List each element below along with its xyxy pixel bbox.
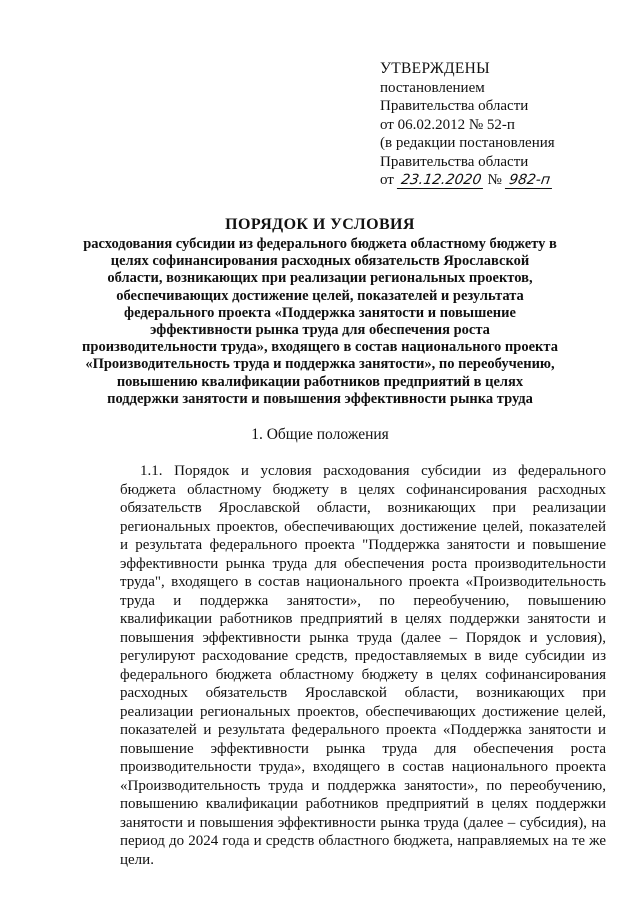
approval-heading: УТВЕРЖДЕНЫ: [380, 60, 490, 77]
paragraph-1-1: 1.1. Порядок и условия расходования субсидии из федерального бюджета областному бюджету в целях софинансирования расходных обязательств Ярославской области, возникающих при реализации региональных проектов, обеспечивающих достижение целей, показателей и результата федерального проекта "Поддержка занятости и повышение эффективности рынка труда для обеспечения роста производительности труда", входящего в состав национального проекта «Производительность труда и поддержка занятости», по переобучению, повышению квалификации работников предприятий в целях поддержки занятости и повышения эффективности рынка труда (далее – Порядок и условия), регулируют расходование средств, предоставляемых в виде субсидии из федерального бюджета областному бюджету в целях софинансирования расходных обязательств Ярославской области, возникающих при реализации региональных проектов, обеспечивающих достижение целей, показателей и результата федерального проекта «Поддержка занятости и повышение эффективности рынка труда для обеспечения роста производительности труда», входящего в состав национального проекта «Производительность труда и поддержка занятости», по переобучению, повышению квалификации работников предприятий в целях поддержки занятости и повышения эффективности рынка труда (далее – субсидия), на период до 2024 года и средств областного бюджета, направляемых на те же цели.: [120, 463, 606, 868]
approval-line-4: (в редакции постановления: [380, 135, 555, 151]
section-heading: 1. Общие положения: [251, 426, 389, 443]
document-title-block: [82, 216, 558, 408]
handwritten-date: 23.12.2020: [396, 173, 484, 189]
document-subtitle: расходования субсидии из федерального бюджета областному бюджету в целях софинансирования расходных обязательств Ярославской области, возникающих при реализации региональных проектов, обеспечивающих достижение целей, показателей и результата федерального проекта «Поддержка занятости и повышение эффективности рынка труда для обеспечения роста производительности труда», входящего в состав национального проекта «Производительность труда и поддержка занятости», по переобучению, повышению квалификации работников предприятий в целях поддержки занятости и повышения эффективности рынка труда: [82, 236, 558, 407]
approval-line-5: Правительства области: [380, 153, 529, 170]
approval-date-line: [380, 171, 630, 190]
approval-date-prefix: от: [380, 172, 394, 188]
approval-line-1: постановлением: [380, 79, 485, 96]
handwritten-number: 982-п: [504, 173, 553, 189]
approval-number-prefix: №: [487, 172, 502, 188]
approval-line-2: Правительства области: [380, 98, 529, 114]
approval-stamp-block: [380, 60, 630, 190]
document-title: ПОРЯДОК И УСЛОВИЯ: [225, 216, 415, 233]
approval-line-3: от 06.02.2012 № 52-п: [380, 116, 515, 133]
